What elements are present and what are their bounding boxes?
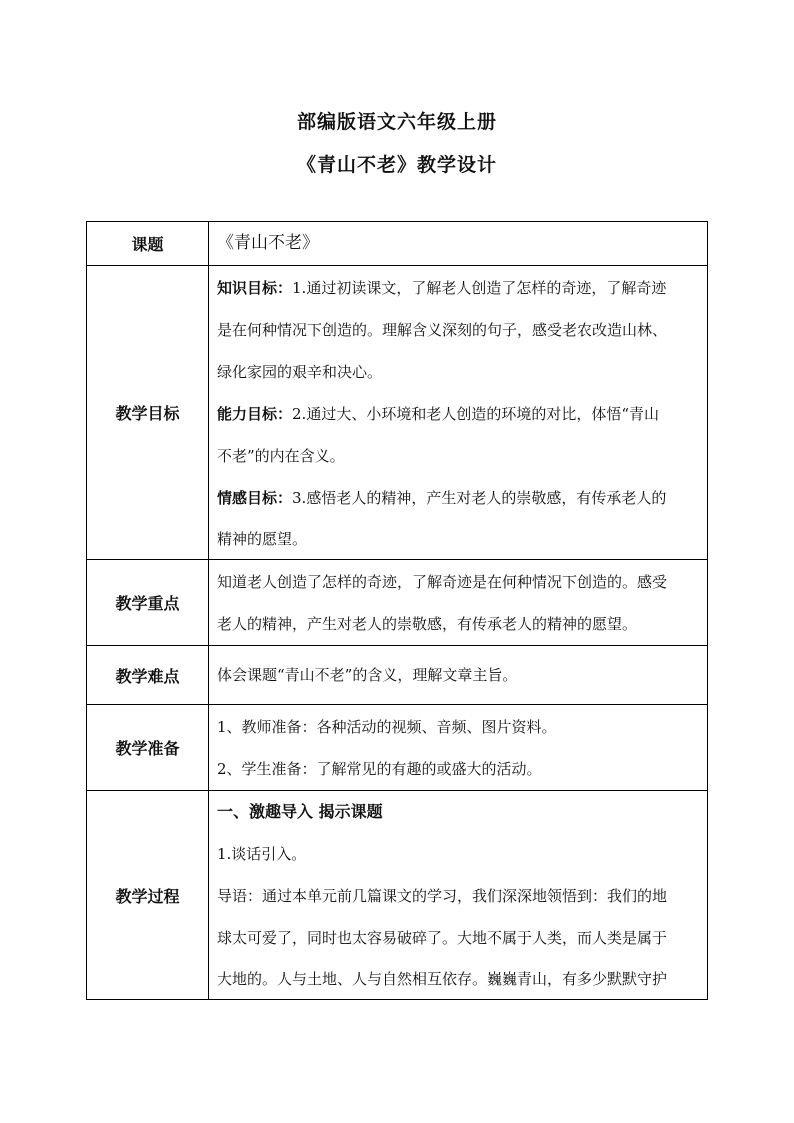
label-difficulties: 教学难点 — [87, 646, 209, 705]
emotion-goal-tag: 情感目标： — [217, 488, 293, 507]
key-points-line: 知道老人创造了怎样的奇迹，了解奇迹是在何种情况下创造的。感受 — [217, 572, 668, 591]
table-row-topic — [87, 222, 708, 266]
ability-goal-tag: 能力目标： — [217, 404, 293, 423]
goal-number: 1. — [292, 278, 307, 297]
content-topic — [209, 222, 708, 266]
lesson-plan-table — [86, 221, 708, 1000]
content-key-points — [209, 560, 708, 646]
label-preparation: 教学准备 — [87, 705, 209, 791]
goal-number: 3. — [292, 488, 307, 507]
process-line: 球太可爱了，同时也太容易破碎了。大地不属于人类，而人类是属于 — [217, 929, 668, 947]
table-row-preparation — [87, 705, 708, 791]
objectives-text: 通过大、小环境和老人创造的环境的对比，体悟“青山 — [306, 404, 659, 423]
objectives-text: 通过初读课文，了解老人创造了怎样的奇迹，了解奇迹 — [306, 278, 667, 297]
process-line: 1.谈话引入。 — [217, 845, 307, 863]
topic-text: 《青山不老》 — [217, 233, 319, 253]
preparation-line: 2、学生准备：了解常见的有趣的或盛大的活动。 — [217, 759, 542, 778]
objectives-line — [217, 267, 701, 309]
key-points-line: 老人的精神，产生对老人的崇敬感，有传承老人的精神的愿望。 — [217, 614, 638, 633]
label-key-points: 教学重点 — [87, 560, 209, 646]
process-section-heading: 一、激趣导入 揭示课题 — [217, 802, 383, 821]
objectives-line: 是在何种情况下创造的。理解含义深刻的句子，感受老农改造山林、 — [217, 320, 668, 339]
content-difficulties — [209, 646, 708, 705]
objectives-line: 绿化家园的艰辛和决心。 — [217, 362, 383, 381]
label-objectives: 教学目标 — [87, 266, 209, 560]
process-line: 大地的。人与土地、人与自然相互依存。巍巍青山，有多少默默守护 — [217, 970, 668, 988]
objectives-line: 精神的愿望。 — [217, 529, 308, 548]
content-objectives — [209, 266, 708, 560]
objectives-line — [217, 477, 701, 519]
preparation-line: 1、教师准备：各种活动的视频、音频、图片资料。 — [217, 717, 557, 736]
knowledge-goal-tag: 知识目标： — [217, 278, 293, 297]
table-row-difficulties — [87, 646, 708, 705]
goal-number: 2. — [292, 404, 307, 423]
objectives-line: 不老”的内在含义。 — [217, 446, 345, 465]
table-row-process — [87, 791, 708, 1000]
document-title: 部编版语文六年级上册 — [296, 111, 497, 133]
label-process: 教学过程 — [87, 791, 209, 1000]
objectives-text: 感悟老人的精神，产生对老人的崇敬感，有传承老人的 — [306, 488, 667, 507]
document-subtitle: 《青山不老》教学设计 — [296, 154, 497, 176]
label-topic: 课题 — [87, 222, 209, 266]
content-preparation — [209, 705, 708, 791]
process-line: 导语：通过本单元前几篇课文的学习，我们深深地领悟到：我们的地 — [217, 887, 668, 905]
difficulties-text: 体会课题“青山不老”的含义，理解文章主旨。 — [217, 666, 518, 684]
content-process — [209, 791, 708, 1000]
objectives-line — [217, 393, 701, 435]
table-row-objectives — [87, 266, 708, 560]
table-row-key-points — [87, 560, 708, 646]
